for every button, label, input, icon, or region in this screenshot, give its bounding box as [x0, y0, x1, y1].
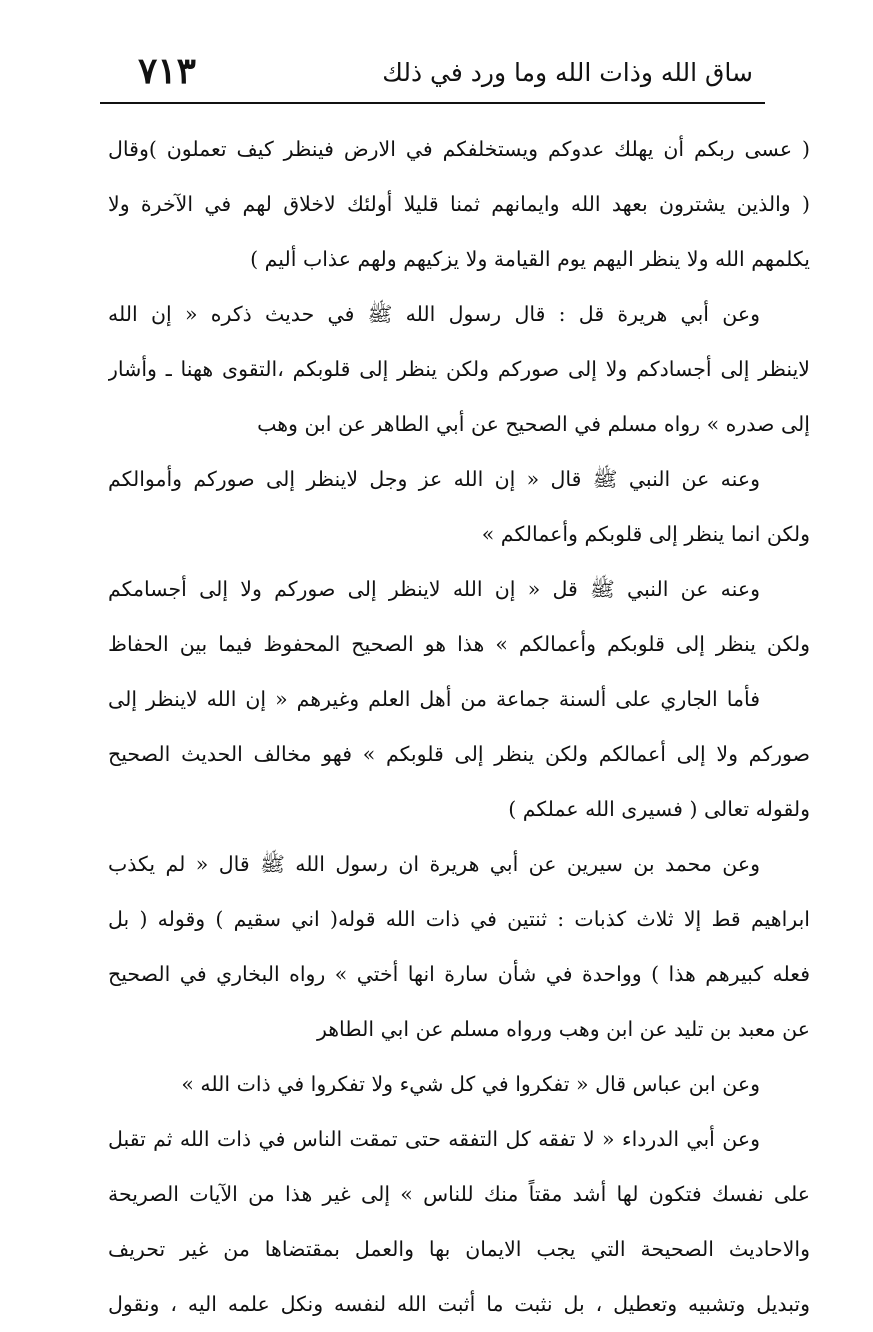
running-title: ساق الله وذات الله وما ورد في ذلك	[382, 58, 753, 87]
text-line: لاينظر إلى أجسادكم ولا إلى صوركم ولكن ينظر إلى قلوبكم ،التقوى ههنا ـ وأشار	[108, 357, 810, 381]
text-line: على نفسك فتكون لها أشد مقتاً منك للناس » إلى غير هذا من الآيات الصريحة	[108, 1182, 810, 1206]
text-line: ولكن ينظر إلى قلوبكم وأعمالكم » هذا هو الصحيح المحفوظ فيما بين الحفاظ	[108, 632, 810, 656]
text-line: وعن ابن عباس قال « تفكروا في كل شيء ولا تفكروا في ذات الله »	[181, 1072, 760, 1096]
text-line: ولقوله تعالى ( فسيرى الله عملكم )	[508, 797, 810, 821]
text-line: ابراهيم قط إلا ثلاث كذبات : ثنتين في ذات الله قوله( اني سقيم ) وقوله ( بل	[108, 907, 810, 931]
text-line: عن معبد بن تليد عن ابن وهب ورواه مسلم عن ابي الطاهر	[316, 1017, 810, 1041]
text-line: يكلمهم الله ولا ينظر اليهم يوم القيامة ولا يزكيهم ولهم عذاب أليم )	[250, 247, 810, 271]
text-line: فأما الجاري على ألسنة جماعة من أهل العلم وغيرهم « إن الله لاينظر إلى	[108, 687, 760, 711]
text-line: إلى صدره » رواه مسلم في الصحيح عن أبي الطاهر عن ابن وهب	[257, 412, 810, 436]
page-body-text	[108, 122, 810, 1332]
text-line: ( والذين يشترون بعهد الله وايمانهم ثمنا قليلا أولئك لاخلاق لهم في الآخرة ولا	[108, 192, 810, 216]
text-line: وتبديل وتشبيه وتعطيل ، بل نثبت ما أثبت الله لنفسه ونكل علمه اليه ، ونقول	[108, 1292, 810, 1316]
text-line: وعن أبي هريرة قل : قال رسول الله ﷺ في حديث ذكره « إن الله	[108, 302, 760, 326]
text-line: وعن أبي الدرداء « لا تفقه كل التفقه حتى تمقت الناس في ذات الله ثم تقبل	[108, 1127, 760, 1151]
text-line: فعله كبيرهم هذا ) وواحدة في شأن سارة انها أختي » رواه البخاري في الصحيح	[108, 962, 810, 986]
text-line: ( عسى ربكم أن يهلك عدوكم ويستخلفكم في الارض فينظر كيف تعملون )وقال	[108, 137, 810, 161]
text-line: والاحاديث الصحيحة التي يجب الايمان بها والعمل بمقتضاها من غير تحريف	[108, 1237, 810, 1261]
text-line: صوركم ولا إلى أعمالكم ولكن ينظر إلى قلوبكم » فهو مخالف الحديث الصحيح	[108, 742, 810, 766]
page-number: ٧١٣	[138, 50, 197, 92]
text-line: ولكن انما ينظر إلى قلوبكم وأعمالكم »	[481, 522, 810, 546]
text-line: وعنه عن النبي ﷺ قل « إن الله لاينظر إلى صوركم ولا إلى أجسامكم	[108, 577, 760, 601]
page-header	[100, 40, 765, 104]
text-line: وعنه عن النبي ﷺ قال « إن الله عز وجل لاينظر إلى صوركم وأموالكم	[108, 467, 760, 491]
text-line: وعن محمد بن سيرين عن أبي هريرة ان رسول الله ﷺ قال « لم يكذب	[108, 852, 760, 876]
